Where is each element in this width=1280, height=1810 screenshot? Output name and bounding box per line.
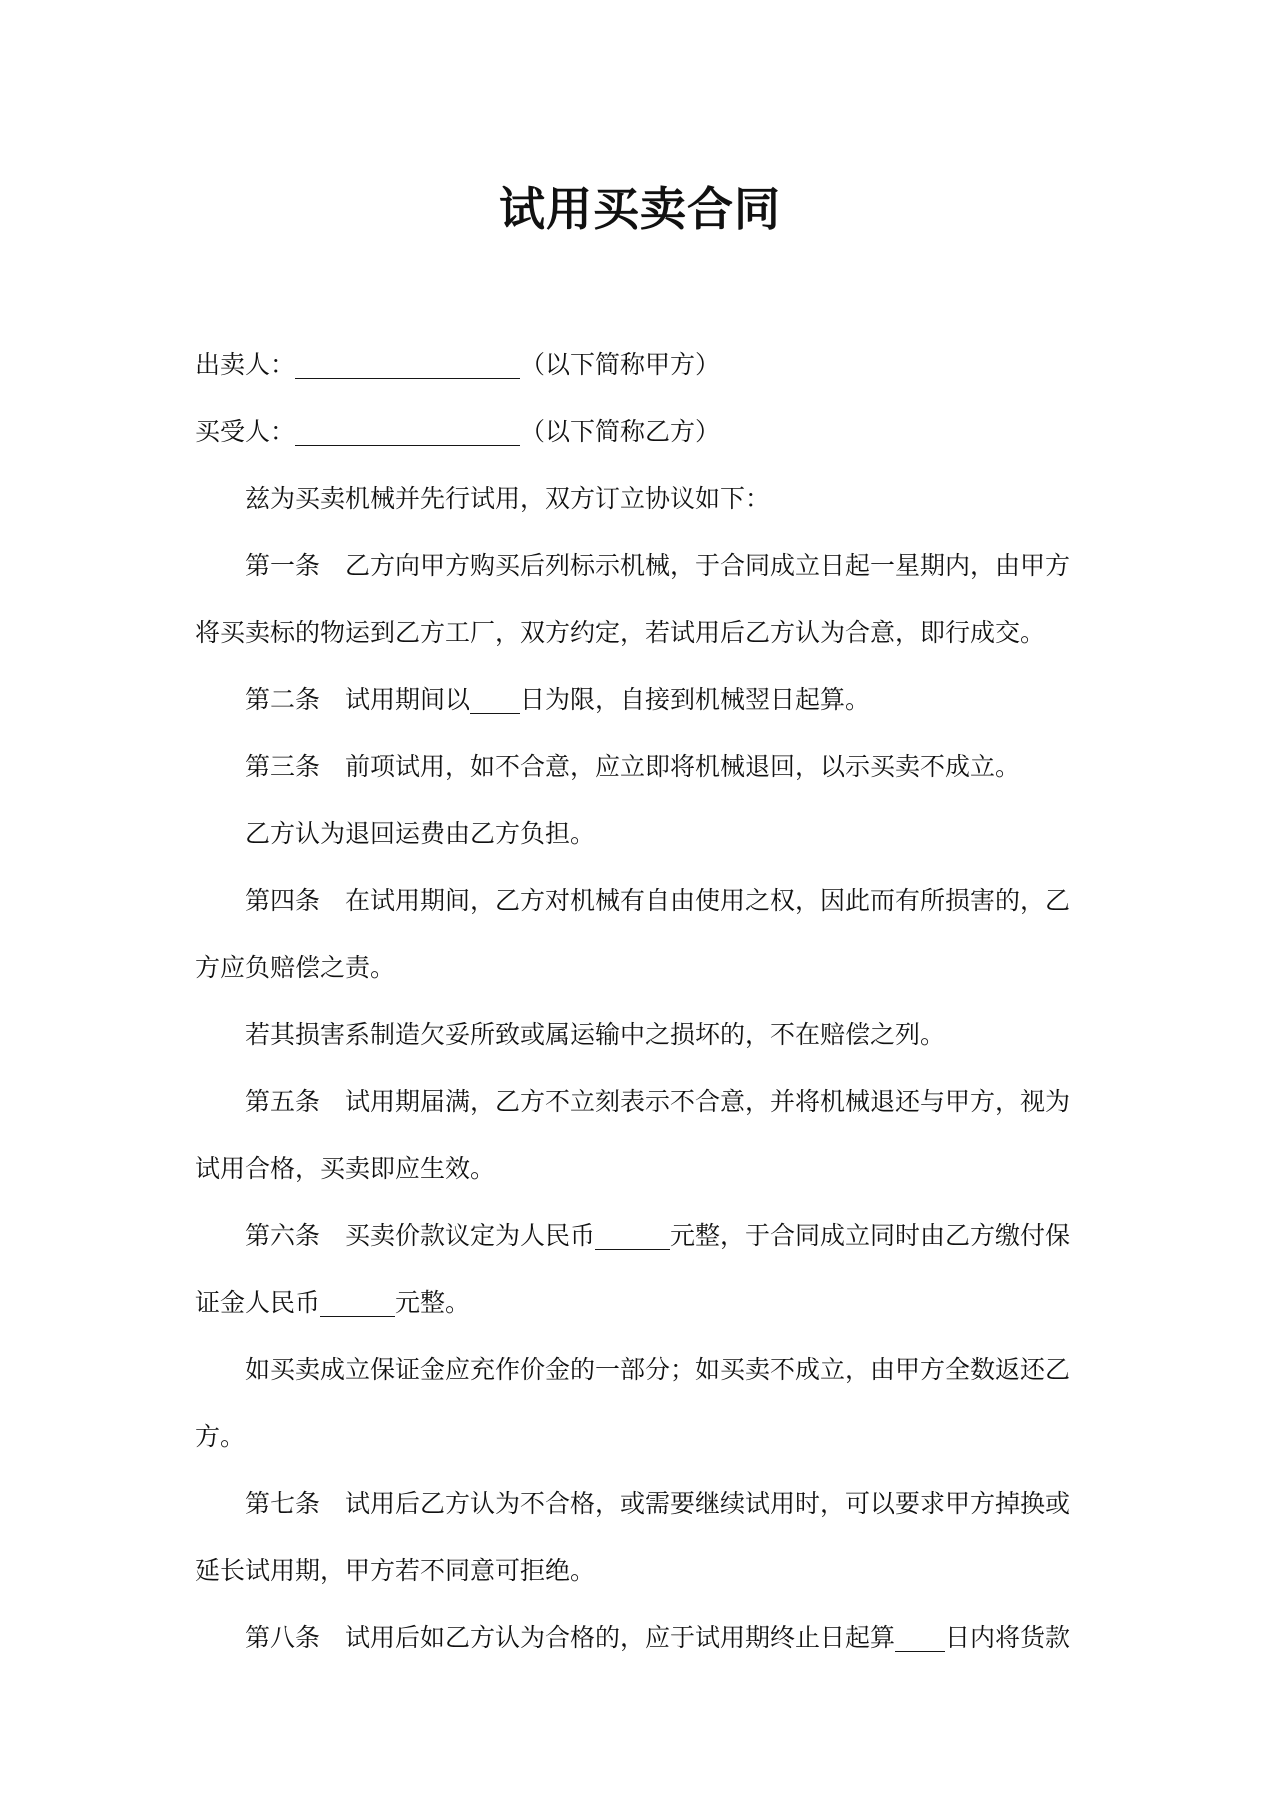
article-6-note-paragraph: 如买卖成立保证金应充作价金的一部分；如买卖不成立，由甲方全数返还乙方。: [195, 1355, 1071, 1451]
document-body: [195, 331, 1090, 1671]
article-5-paragraph: 第五条 试用期届满，乙方不立刻表示不合意，并将机械退还与甲方，视为试用合格，买卖即应生效。: [195, 1087, 1071, 1183]
article-2-paragraph: 第二条 试用期间以____日为限，自接到机械翌日起算。: [245, 685, 871, 714]
buyer-line: 买受人：__________________（以下简称乙方）: [195, 417, 721, 446]
article-4-paragraph: 第四条 在试用期间，乙方对机械有自由使用之权，因此而有所损害的，乙方应负赔偿之责。: [195, 886, 1071, 982]
article-7-paragraph: 第七条 试用后乙方认为不合格，或需要继续试用时，可以要求甲方掉换或延长试用期，甲方若不同意可拒绝。: [195, 1489, 1071, 1585]
article-4-note-paragraph: 若其损害系制造欠妥所致或属运输中之损坏的，不在赔偿之列。: [245, 1020, 946, 1049]
article-8-paragraph: 第八条 试用后如乙方认为合格的，应于试用期终止日起算____日内将货款: [245, 1623, 1071, 1652]
seller-line: 出卖人：__________________（以下简称甲方）: [195, 350, 721, 379]
article-1-paragraph: 第一条 乙方向甲方购买后列标示机械，于合同成立日起一星期内，由甲方将买卖标的物运到乙方工厂，双方约定，若试用后乙方认为合意，即行成交。: [195, 551, 1071, 647]
document-title: 试用买卖合同: [499, 182, 781, 236]
preamble-paragraph: 兹为买卖机械并先行试用，双方订立协议如下：: [245, 484, 771, 513]
article-3-paragraph: 第三条 前项试用，如不合意，应立即将机械退回，以示买卖不成立。: [245, 752, 1021, 781]
article-6-paragraph: 第六条 买卖价款议定为人民币______元整，于合同成立同时由乙方缴付保证金人民币______元整。: [195, 1221, 1071, 1317]
article-3-note-paragraph: 乙方认为退回运费由乙方负担。: [245, 819, 596, 848]
